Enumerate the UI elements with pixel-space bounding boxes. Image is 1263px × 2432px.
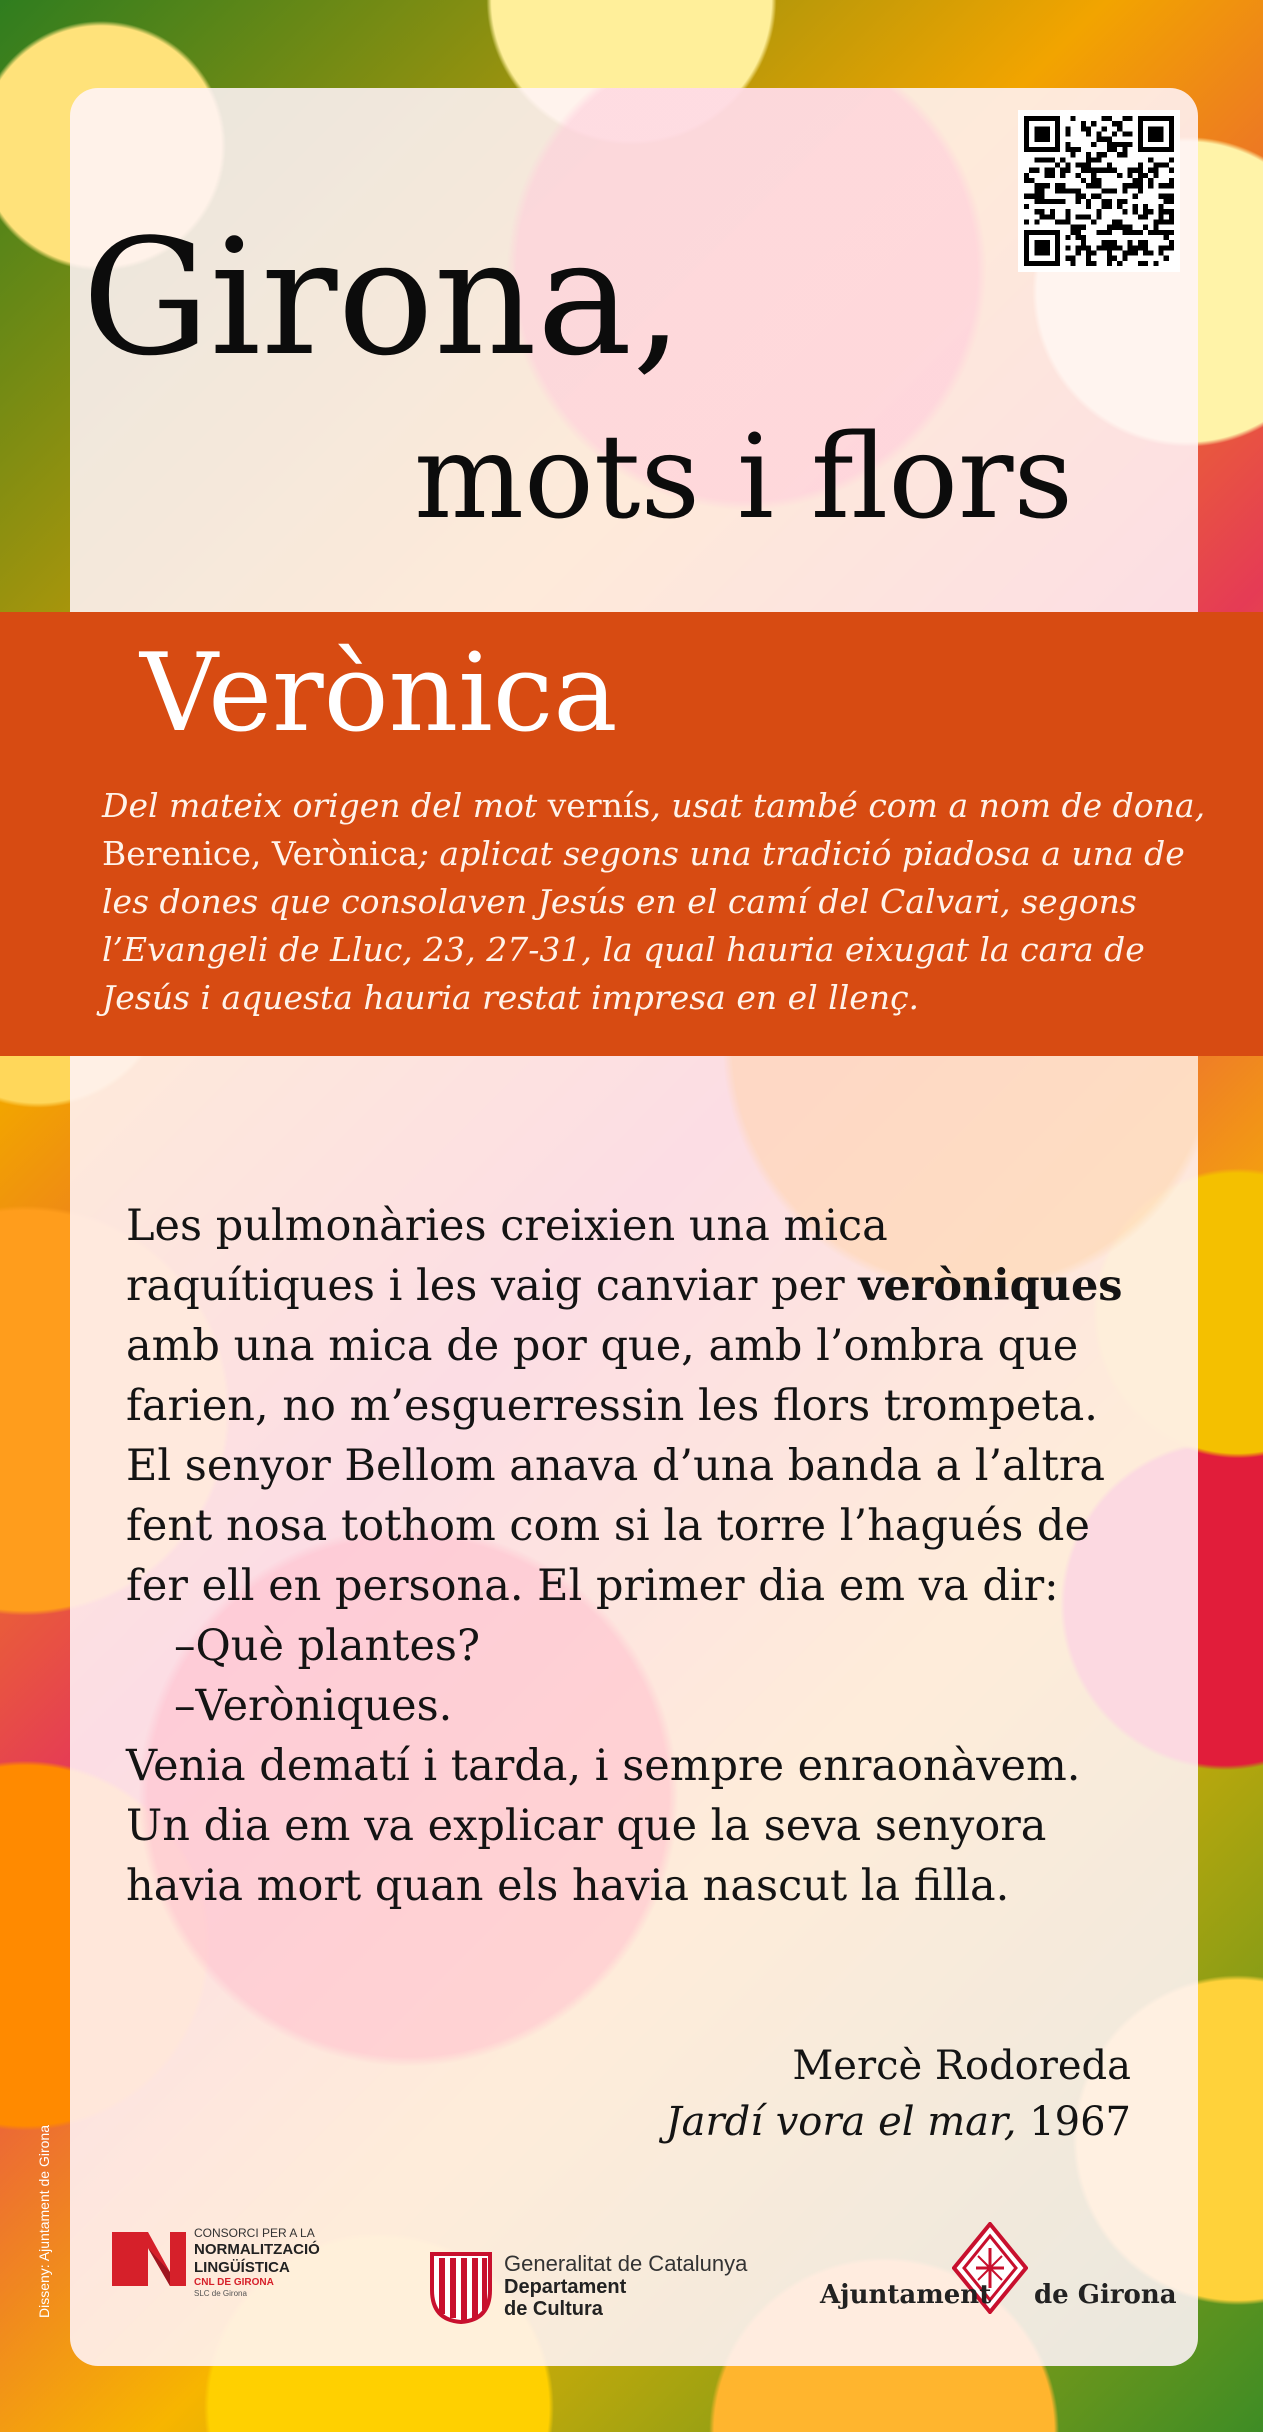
quote-dialogue-line: –Veròniques.	[174, 1681, 453, 1731]
page-subtitle: mots i flors	[414, 410, 1074, 545]
quote-line: fer ell en persona. El primer dia em va dir:	[126, 1561, 1059, 1611]
definition-fragment: ; aplicat segons una tradició piadosa a una de les dones que consolaven Jesús en el camí del Calvari, segons l’Evangeli de Lluc, 23, 27-31, la qual hauria eixugat la cara de Jesús i aquesta hauria restat impresa en el llenç.	[102, 834, 1185, 1017]
quote-fragment: raquítiques i les vaig canviar per	[126, 1261, 859, 1311]
quote-line: amb una mica de por que, amb l’ombra que	[126, 1321, 1079, 1371]
quote-line: fent nosa tothom com si la torre l’hagués de	[126, 1501, 1090, 1551]
definition-word: Verònica	[140, 631, 618, 756]
quote-line: Venia dematí i tarda, i sempre enraonàvem.	[126, 1741, 1081, 1791]
cpnl-logo-text	[194, 2226, 320, 2299]
page-title: Girona,	[82, 204, 684, 391]
ajuntament-text: Ajuntament	[820, 2280, 992, 2310]
qr-code-icon[interactable]	[1018, 110, 1180, 272]
highlighted-word: veròniques	[858, 1261, 1123, 1311]
cpnl-line: NORMALITZACIÓ	[194, 2241, 320, 2258]
work-citation	[666, 2094, 1131, 2150]
cpnl-line: LINGÜÍSTICA	[194, 2259, 290, 2276]
ajuntament-text: de Girona	[1034, 2280, 1177, 2310]
definition-text	[102, 782, 1232, 1022]
design-credit: Disseny: Ajuntament de Girona	[36, 2125, 52, 2318]
author-name: Mercè Rodoreda	[792, 2043, 1131, 2089]
gencat-logo[interactable]	[428, 2250, 768, 2326]
quote-line: havia mort quan els havia nascut la filla.	[126, 1861, 1010, 1911]
cpnl-line: CONSORCI PER A LA	[194, 2226, 315, 2240]
quote-line: Les pulmonàries creixien una mica	[126, 1201, 888, 1251]
gencat-line: Departament	[504, 2276, 627, 2298]
literary-quote	[126, 1196, 1166, 1916]
quote-line: El senyor Bellom anava d’una banda a l’altra	[126, 1441, 1106, 1491]
definition-fragment: , usat també com a nom de dona,	[650, 786, 1206, 825]
quote-line: farien, no m’esguerressin les flors trompeta.	[126, 1381, 1098, 1431]
cpnl-line: SLC de Girona	[194, 2289, 247, 2298]
gencat-logo-icon	[428, 2250, 494, 2329]
gencat-logo-text	[504, 2252, 747, 2320]
cpnl-logo-icon	[108, 2226, 188, 2297]
definition-term: vernís	[547, 786, 651, 825]
ajuntament-logo[interactable]	[820, 2218, 1177, 2328]
cpnl-line: CNL DE GIRONA	[194, 2277, 274, 2288]
quote-dialogue-line: –Què plantes?	[174, 1621, 481, 1671]
work-title: Jardí vora el mar,	[665, 2099, 1017, 2145]
cpnl-logo[interactable]	[108, 2226, 358, 2296]
quote-line: Un dia em va explicar que la seva senyora	[126, 1801, 1047, 1851]
work-year: 1967	[1016, 2099, 1131, 2145]
definition-fragment: Del mateix origen del mot	[102, 786, 548, 825]
attribution	[666, 2038, 1131, 2150]
gencat-line: Generalitat de Catalunya	[504, 2251, 748, 2276]
gencat-line: de Cultura	[504, 2298, 603, 2320]
quote-line	[126, 1256, 1166, 1316]
definition-band	[0, 612, 1263, 1056]
definition-term: Berenice, Verònica	[102, 834, 418, 873]
